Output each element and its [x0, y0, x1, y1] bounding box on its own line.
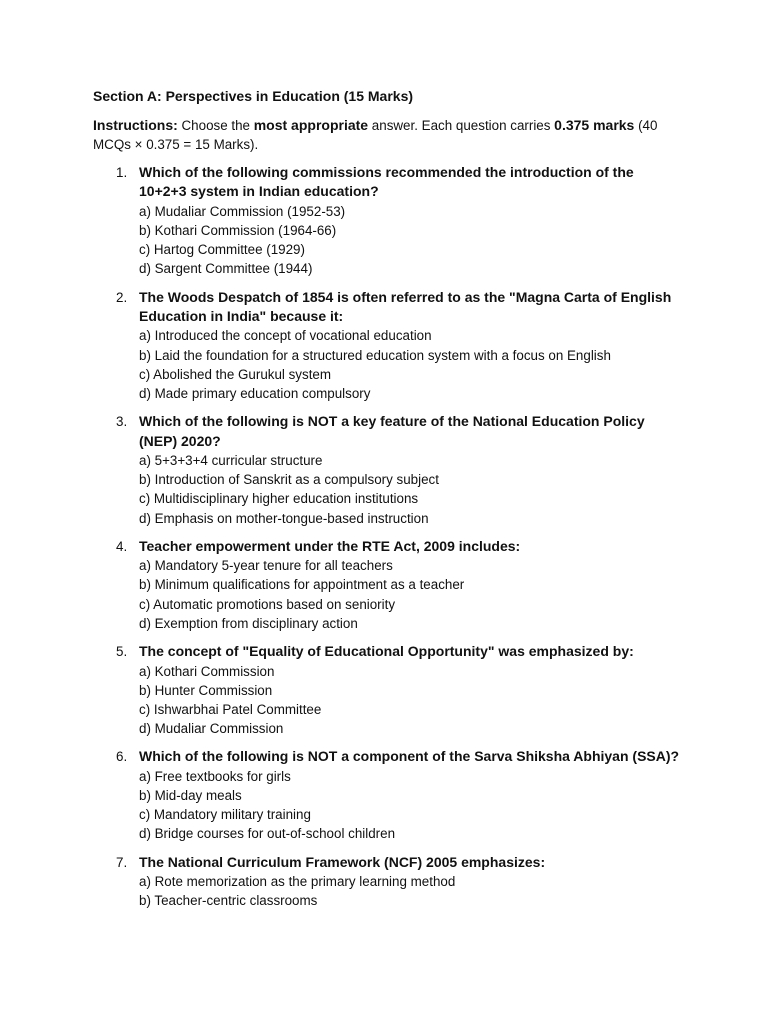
question-number: 3. [116, 414, 128, 430]
question-item [93, 537, 683, 633]
document-page [93, 86, 683, 919]
instructions-text-2: answer. Each question carries [368, 118, 555, 133]
question-number: 5. [116, 644, 128, 660]
instructions-text-1: Choose the [177, 118, 254, 133]
option-item: b) Teacher-centric classrooms [139, 893, 318, 909]
option-item: b) Kothari Commission (1964-66) [139, 223, 337, 239]
question-list [93, 163, 683, 910]
option-item: d) Exemption from disciplinary action [139, 615, 358, 631]
question-number: 6. [116, 749, 128, 765]
question-text: Which of the following commissions recommended the introduction of the 10+2+3 system in Indian education? [139, 164, 634, 200]
instructions-emphasis-1: most appropriate [253, 117, 369, 133]
option-item: c) Mandatory military training [139, 807, 311, 823]
option-item: c) Multidisciplinary higher education institutions [139, 491, 419, 507]
option-item: a) 5+3+3+4 curricular structure [139, 453, 323, 469]
option-item: a) Free textbooks for girls [139, 768, 291, 784]
question-text: The concept of "Equality of Educational Opportunity" was emphasized by: [139, 643, 634, 660]
instructions-label: Instructions: [93, 117, 178, 133]
question-text: Which of the following is NOT a component of the Sarva Shiksha Abhiyan (SSA)? [139, 748, 680, 765]
option-item: a) Kothari Commission [139, 663, 275, 679]
option-item: d) Emphasis on mother-tongue-based instruction [139, 510, 429, 526]
option-item: b) Introduction of Sanskrit as a compulsory subject [139, 472, 439, 488]
question-number: 2. [116, 289, 128, 305]
option-item: a) Mudaliar Commission (1952-53) [139, 203, 346, 219]
option-item: b) Mid-day meals [139, 787, 242, 803]
option-item: b) Laid the foundation for a structured education system with a focus on English [139, 347, 611, 363]
question-number: 7. [116, 854, 128, 870]
option-item: d) Mudaliar Commission [139, 721, 284, 737]
option-item: a) Mandatory 5-year tenure for all teachers [139, 558, 393, 574]
option-item: c) Abolished the Gurukul system [139, 366, 332, 382]
option-item: b) Minimum qualifications for appointment as a teacher [139, 577, 465, 593]
option-item: c) Ishwarbhai Patel Committee [139, 701, 322, 717]
option-item: c) Hartog Committee (1929) [139, 242, 305, 258]
question-number: 1. [116, 165, 128, 180]
option-item: b) Hunter Commission [139, 682, 273, 698]
question-text: The National Curriculum Framework (NCF) 2005 emphasizes: [139, 853, 546, 870]
question-item [93, 747, 683, 843]
instructions-paragraph [93, 116, 683, 154]
question-item [93, 642, 683, 738]
option-item: d) Made primary education compulsory [139, 386, 371, 402]
section-title: Section A: Perspectives in Education (15 Marks) [93, 88, 414, 104]
question-number: 4. [116, 538, 128, 554]
option-item: d) Sargent Committee (1944) [139, 261, 313, 277]
option-item: d) Bridge courses for out-of-school children [139, 826, 396, 842]
instructions-text-3: (40 MCQs × 0.375 = 15 Marks). [93, 118, 658, 152]
question-item [93, 163, 683, 279]
instructions-emphasis-2: 0.375 marks [554, 117, 635, 133]
option-item: a) Introduced the concept of vocational education [139, 328, 432, 344]
option-item: c) Automatic promotions based on seniority [139, 596, 396, 612]
question-text: The Woods Despatch of 1854 is often referred to as the "Magna Carta of English Education in India" because it: [139, 288, 672, 325]
option-item: a) Rote memorization as the primary learning method [139, 873, 456, 889]
question-text: Which of the following is NOT a key feature of the National Education Policy (NEP) 2020? [139, 413, 645, 449]
question-item [93, 853, 683, 911]
question-text: Teacher empowerment under the RTE Act, 2009 includes: [139, 537, 521, 554]
question-item [93, 412, 683, 528]
question-item [93, 288, 683, 404]
